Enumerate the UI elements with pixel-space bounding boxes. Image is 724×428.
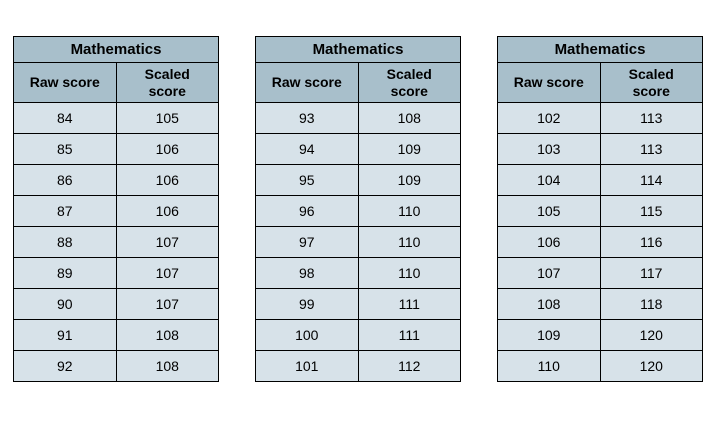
column-label: Scaled score	[628, 66, 674, 99]
score-row	[498, 227, 703, 258]
raw-score-value: 99	[256, 289, 359, 320]
score-row	[256, 134, 461, 165]
raw-score-value: 101	[256, 351, 359, 382]
column-label: Scaled score	[386, 66, 432, 99]
raw-score-value: 89	[14, 258, 117, 289]
score-row	[498, 320, 703, 351]
scaled-score-value: 109	[358, 134, 461, 165]
raw-score-value: 109	[498, 320, 601, 351]
score-row	[256, 289, 461, 320]
score-row	[256, 320, 461, 351]
score-row	[14, 165, 219, 196]
score-row	[256, 165, 461, 196]
table-body	[256, 103, 461, 382]
math-conversion-table-2	[255, 36, 461, 382]
scaled-score-value: 110	[358, 227, 461, 258]
scaled-score-value: 117	[600, 258, 703, 289]
raw-score-value: 100	[256, 320, 359, 351]
scaled-score-value: 109	[358, 165, 461, 196]
score-row	[256, 351, 461, 382]
raw-score-value: 87	[14, 196, 117, 227]
score-row	[498, 258, 703, 289]
raw-score-value: 102	[498, 103, 601, 134]
score-row	[256, 258, 461, 289]
score-row	[498, 165, 703, 196]
column-label: Raw score	[29, 74, 100, 91]
scaled-score-value: 113	[600, 103, 703, 134]
scaled-score-value: 120	[600, 320, 703, 351]
raw-score-value: 90	[14, 289, 117, 320]
raw-score-value: 91	[14, 320, 117, 351]
score-row	[256, 227, 461, 258]
scaled-score-value: 116	[600, 227, 703, 258]
score-row	[498, 134, 703, 165]
table-body	[14, 103, 219, 382]
raw-score-value: 104	[498, 165, 601, 196]
score-row	[14, 351, 219, 382]
score-row	[14, 103, 219, 134]
scaled-score-column-header	[116, 63, 219, 103]
table-body	[498, 103, 703, 382]
scaled-score-column-header	[358, 63, 461, 103]
score-row	[498, 196, 703, 227]
table-title: Mathematics	[256, 37, 461, 63]
score-row	[14, 320, 219, 351]
scaled-score-value: 115	[600, 196, 703, 227]
score-row	[14, 289, 219, 320]
scaled-score-value: 111	[358, 289, 461, 320]
column-label: Scaled score	[144, 66, 190, 99]
raw-score-value: 108	[498, 289, 601, 320]
raw-score-value: 88	[14, 227, 117, 258]
score-row	[14, 196, 219, 227]
scaled-score-value: 108	[116, 320, 219, 351]
score-row	[256, 103, 461, 134]
scaled-score-value: 107	[116, 258, 219, 289]
raw-score-value: 106	[498, 227, 601, 258]
scaled-score-value: 113	[600, 134, 703, 165]
column-label: Raw score	[271, 74, 342, 91]
scaled-score-value: 112	[358, 351, 461, 382]
raw-score-value: 94	[256, 134, 359, 165]
scaled-score-value: 107	[116, 289, 219, 320]
raw-score-column-header	[14, 63, 117, 103]
raw-score-value: 103	[498, 134, 601, 165]
table-title: Mathematics	[14, 37, 219, 63]
raw-score-column-header	[498, 63, 601, 103]
scaled-score-value: 106	[116, 196, 219, 227]
table-title: Mathematics	[498, 37, 703, 63]
raw-score-value: 97	[256, 227, 359, 258]
scaled-score-value: 108	[116, 351, 219, 382]
scaled-score-value: 111	[358, 320, 461, 351]
raw-score-value: 85	[14, 134, 117, 165]
scaled-score-value: 106	[116, 134, 219, 165]
raw-score-value: 93	[256, 103, 359, 134]
scaled-score-value: 107	[116, 227, 219, 258]
raw-score-value: 92	[14, 351, 117, 382]
score-row	[498, 351, 703, 382]
scaled-score-value: 114	[600, 165, 703, 196]
scaled-score-value: 105	[116, 103, 219, 134]
raw-score-value: 107	[498, 258, 601, 289]
scaled-score-column-header	[600, 63, 703, 103]
score-row	[498, 289, 703, 320]
score-row	[256, 196, 461, 227]
score-row	[498, 103, 703, 134]
scaled-score-value: 106	[116, 165, 219, 196]
score-row	[14, 134, 219, 165]
scaled-score-value: 120	[600, 351, 703, 382]
scaled-score-value: 108	[358, 103, 461, 134]
column-label: Raw score	[513, 74, 584, 91]
raw-score-column-header	[256, 63, 359, 103]
raw-score-value: 105	[498, 196, 601, 227]
raw-score-value: 86	[14, 165, 117, 196]
raw-score-value: 95	[256, 165, 359, 196]
math-conversion-table-3	[497, 36, 703, 382]
scaled-score-value: 110	[358, 258, 461, 289]
raw-score-value: 98	[256, 258, 359, 289]
score-row	[14, 227, 219, 258]
scaled-score-value: 110	[358, 196, 461, 227]
raw-score-value: 110	[498, 351, 601, 382]
scaled-score-value: 118	[600, 289, 703, 320]
raw-score-value: 84	[14, 103, 117, 134]
math-conversion-table-1	[13, 36, 219, 382]
score-row	[14, 258, 219, 289]
raw-score-value: 96	[256, 196, 359, 227]
